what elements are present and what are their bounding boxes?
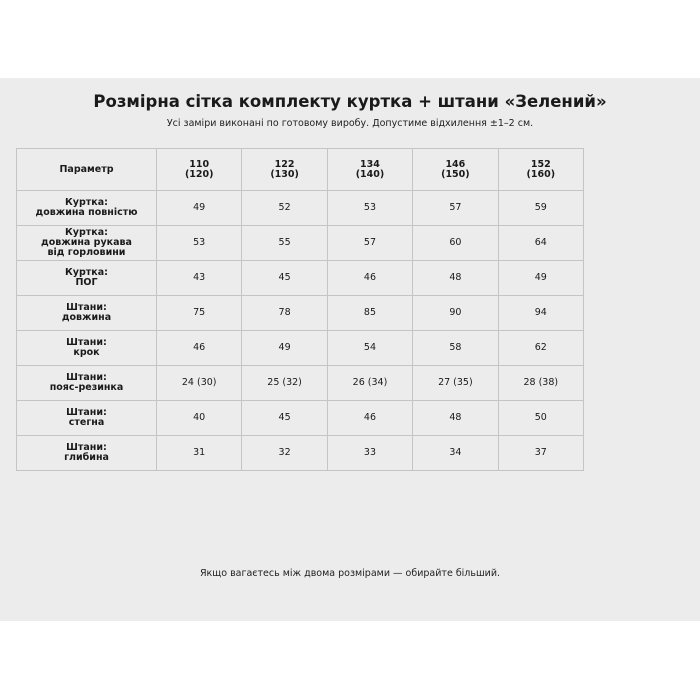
page-subtitle: Усі заміри виконані по готовому виробу. Допустиме відхилення ±1–2 см. [166,118,534,129]
table-row [17,191,584,226]
size-header [498,149,583,191]
table-cell: 33 [327,436,412,471]
table-cell: 32 [242,436,327,471]
table-cell: 27 (35) [413,366,498,401]
table-cell: 57 [327,226,412,261]
row-label-line: Куртка: [65,267,108,278]
header-row [17,149,584,191]
table-cell: 25 (32) [242,366,327,401]
size-height: 122 [274,158,295,170]
row-label [17,296,157,331]
row-label-line: ПОГ [75,277,98,288]
table-cell: 49 [242,331,327,366]
row-label-line: Штани: [66,442,107,453]
row-label-line: Штани: [66,372,107,383]
table-cell: 64 [498,226,583,261]
table-cell: 62 [498,331,583,366]
table-cell: 46 [327,261,412,296]
table-row [17,296,584,331]
table-cell: 31 [157,436,242,471]
table-row [17,366,584,401]
row-label-line: від горловини [47,247,126,258]
param-header: Параметр [17,149,157,191]
table-cell: 40 [157,401,242,436]
table-cell: 58 [413,331,498,366]
table-row [17,331,584,366]
table-cell: 54 [327,331,412,366]
table-cell: 59 [498,191,583,226]
table-cell: 50 [498,401,583,436]
size-header [413,149,498,191]
table-cell: 60 [413,226,498,261]
table-body [17,191,584,471]
row-label-line: Штани: [66,337,107,348]
table-cell: 53 [327,191,412,226]
size-alt: (120) [184,168,214,180]
table-cell: 24 (30) [157,366,242,401]
table-cell: 85 [327,296,412,331]
size-table [16,148,584,471]
size-alt: (130) [270,168,299,180]
size-height: 134 [360,158,380,170]
table-cell: 52 [242,191,327,226]
table-cell: 34 [413,436,498,471]
size-alt: (160) [526,168,556,180]
table-row [17,226,584,261]
table-cell: 43 [157,261,242,296]
row-label-line: довжина [61,312,112,323]
row-label-line: Куртка: [65,227,108,238]
footnote: Якщо вагаєтесь між двома розмірами — обирайте більший. [199,568,501,579]
row-label-line: крок [73,347,100,358]
row-label-line: пояс-резинка [49,382,124,393]
row-label-line: стегна [68,417,105,428]
row-label-line: довжина повністю [35,207,138,218]
size-alt: (150) [441,168,470,180]
row-label-line: Куртка: [65,197,108,208]
table-cell: 57 [413,191,498,226]
table-cell: 45 [242,401,327,436]
table-cell: 46 [327,401,412,436]
table-cell: 45 [242,261,327,296]
row-label-line: довжина рукава [41,237,132,248]
table-row [17,401,584,436]
size-height: 110 [189,158,210,170]
row-label [17,401,157,436]
table-cell: 48 [413,401,498,436]
size-header [327,149,412,191]
table-cell: 37 [498,436,583,471]
table-cell: 28 (38) [498,366,583,401]
size-header [157,149,242,191]
table-row [17,261,584,296]
table-cell: 26 (34) [327,366,412,401]
row-label [17,436,157,471]
table-cell: 49 [157,191,242,226]
table-cell: 55 [242,226,327,261]
table-cell: 46 [157,331,242,366]
row-label-line: глибина [64,452,109,463]
size-header [242,149,327,191]
row-label-line: Штани: [66,407,107,418]
table-cell: 90 [413,296,498,331]
table-cell: 53 [157,226,242,261]
size-height: 146 [445,158,466,170]
table-cell: 94 [498,296,583,331]
table-cell: 49 [498,261,583,296]
table-cell: 75 [157,296,242,331]
row-label [17,261,157,296]
row-label [17,191,157,226]
row-label [17,366,157,401]
row-label [17,226,157,261]
page-title: Розмірна сітка комплекту куртка + штани «Зелений» [93,92,607,111]
row-label-line: Штани: [66,302,107,313]
table-row [17,436,584,471]
table-cell: 48 [413,261,498,296]
row-label [17,331,157,366]
size-height: 152 [530,158,551,170]
table-cell: 78 [242,296,327,331]
size-alt: (140) [355,168,385,180]
